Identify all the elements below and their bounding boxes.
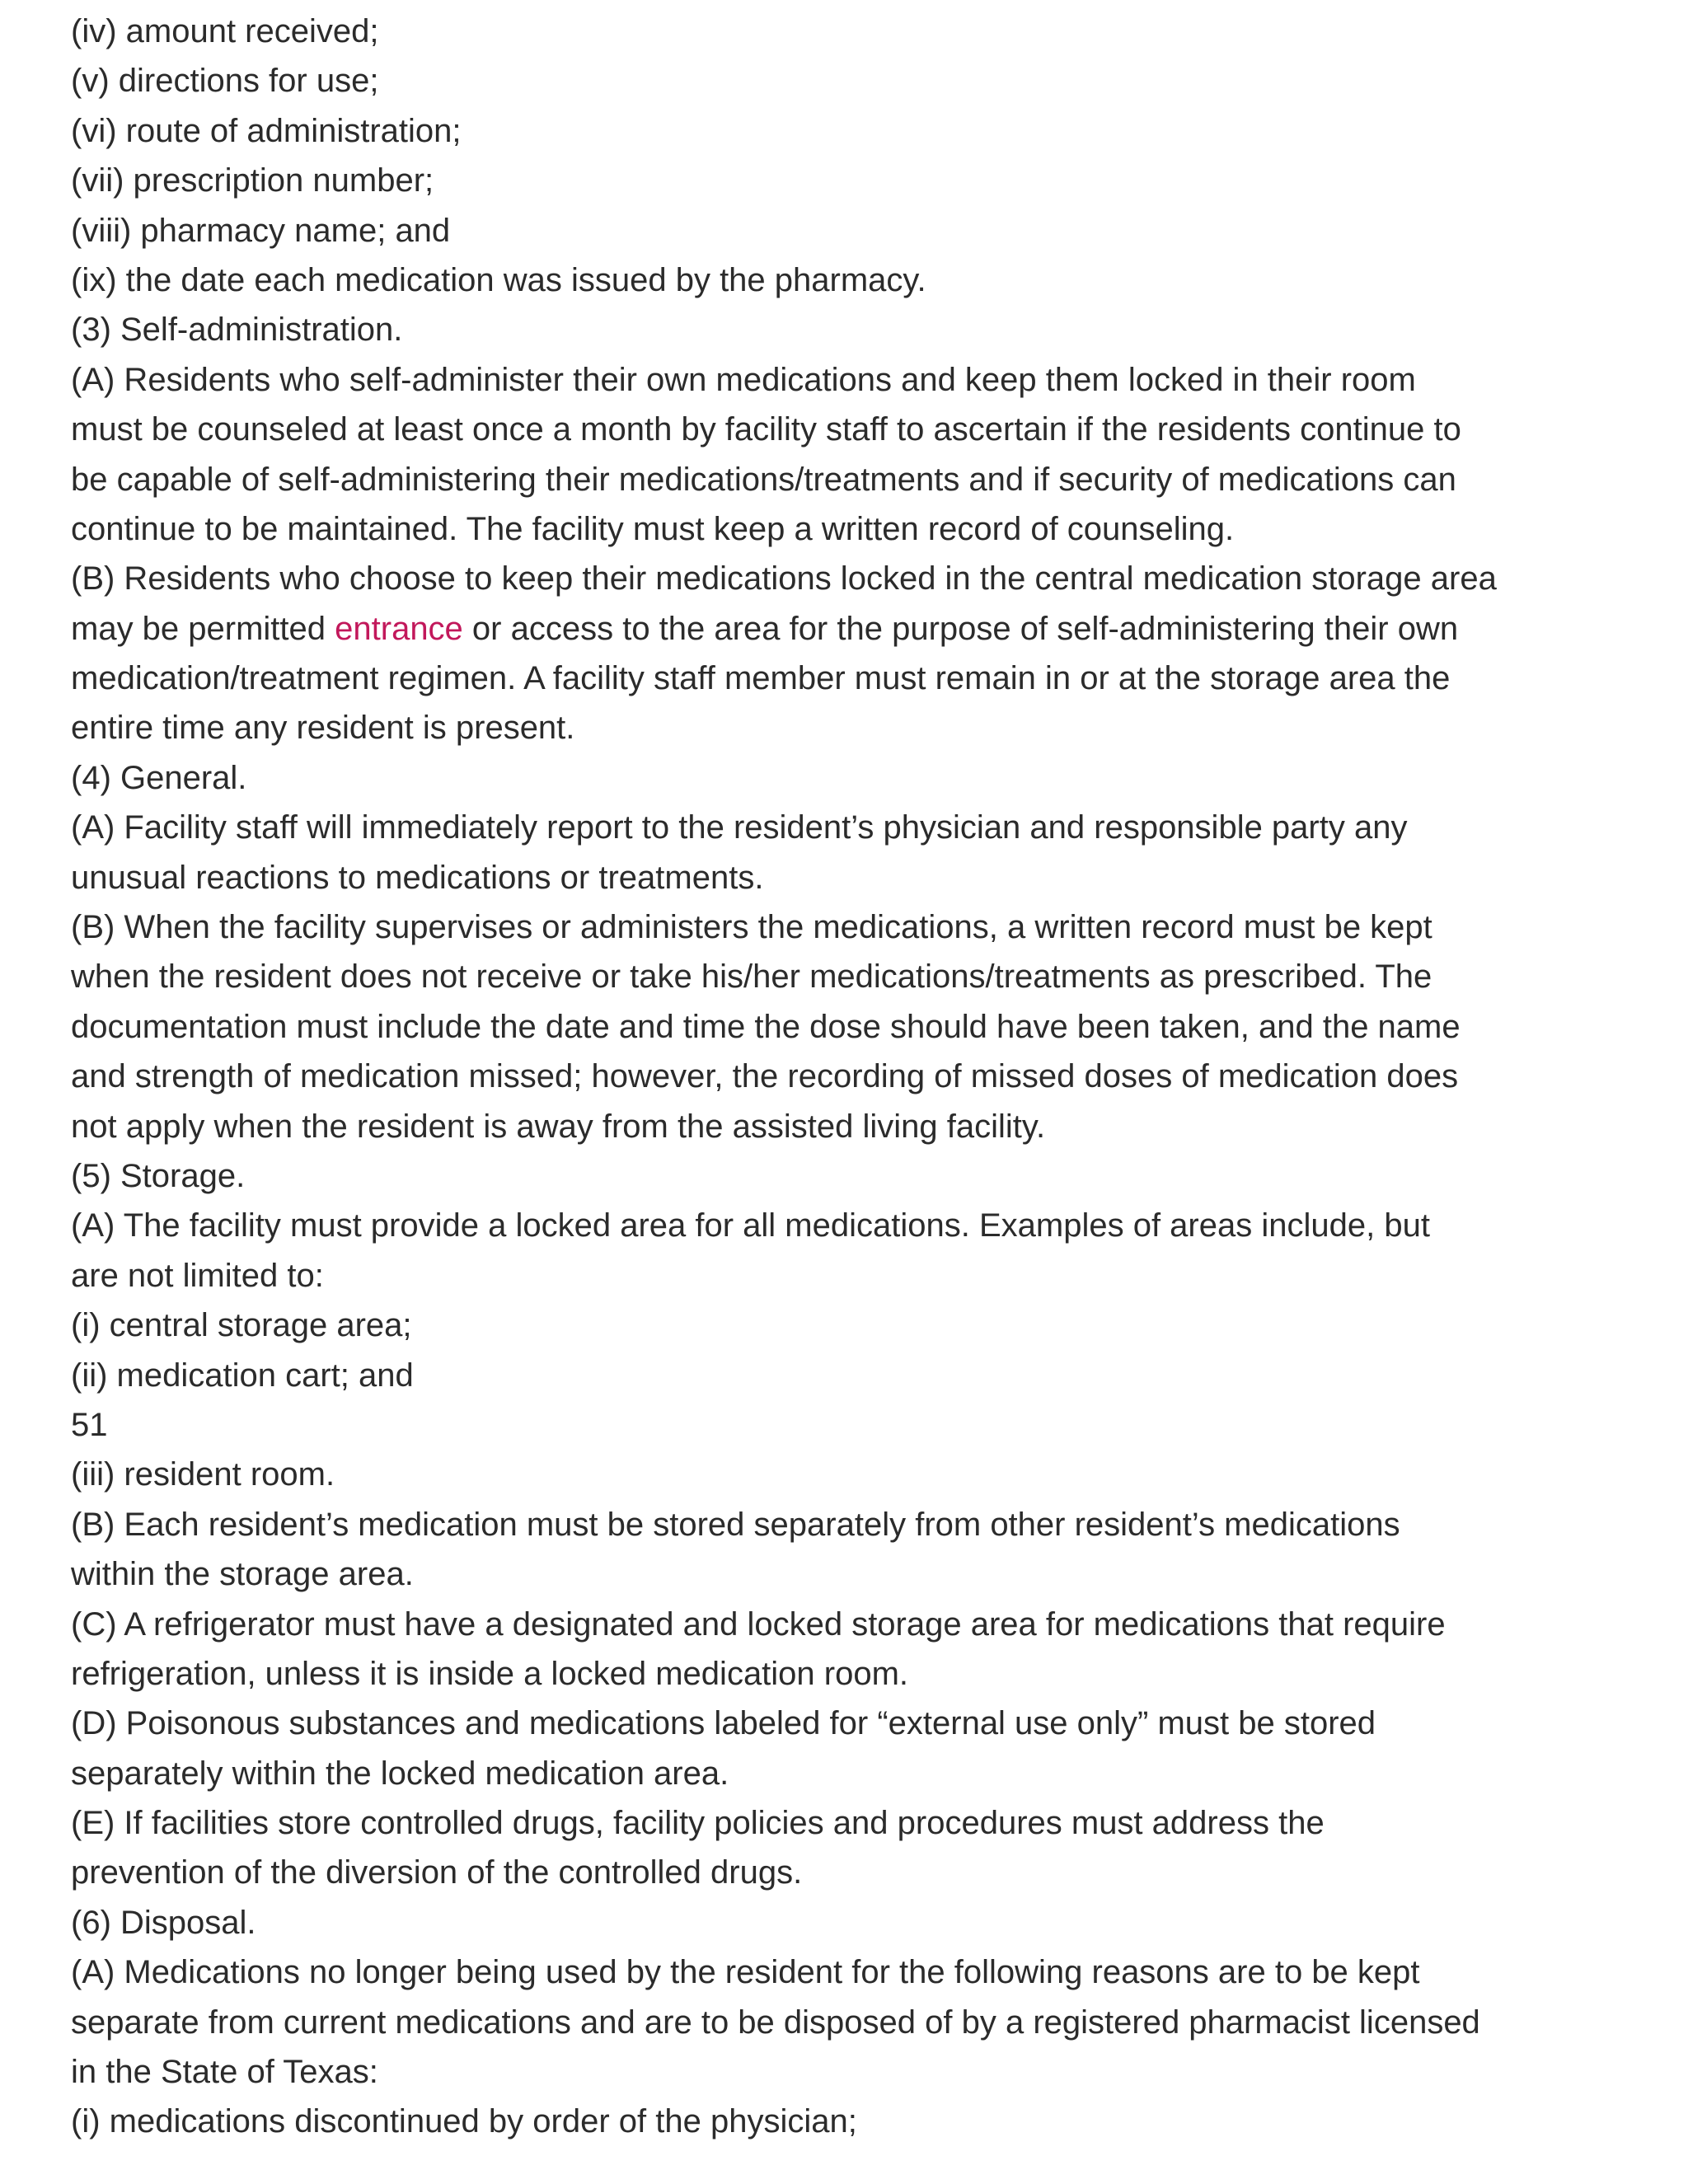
text-line: separate from current medications and are to be disposed of by a registered pharmacist licensed xyxy=(71,2004,1480,2041)
text-line: within the storage area. xyxy=(71,1556,414,1593)
text-line: (ix) the date each medication was issued by the pharmacy. xyxy=(71,261,926,298)
text-line: medication/treatment regimen. A facility staff member must remain in or at the storage area the xyxy=(71,660,1451,697)
text-line: (ii) medication cart; and xyxy=(71,1357,414,1394)
text-line: (E) If facilities store controlled drugs, facility policies and procedures must address the xyxy=(71,1805,1325,1842)
text-line: in the State of Texas: xyxy=(71,2054,378,2091)
text-line: when the resident does not receive or take his/her medications/treatments as prescribed. The xyxy=(71,958,1432,996)
section-heading: (5) Storage. xyxy=(71,1157,246,1194)
text-line: (B) When the facility supervises or administers the medications, a written record must be kept xyxy=(71,909,1432,946)
text-line: must be counseled at least once a month by facility staff to ascertain if the residents continue to xyxy=(71,411,1461,448)
text-line: be capable of self-administering their medications/treatments and if security of medications can xyxy=(71,461,1456,498)
text-line: unusual reactions to medications or treatments. xyxy=(71,859,764,896)
page-number: 51 xyxy=(71,1406,108,1443)
text-line: separately within the locked medication area. xyxy=(71,1755,729,1792)
text-line: (i) central storage area; xyxy=(71,1307,412,1344)
link-line-before: may be permitted xyxy=(71,610,335,647)
text-line: (B) Residents who choose to keep their medications locked in the central medication storage area xyxy=(71,560,1497,598)
text-line: (A) The facility must provide a locked area for all medications. Examples of areas include, but xyxy=(71,1207,1430,1244)
text-line: (B) Each resident’s medication must be stored separately from other resident’s medications xyxy=(71,1506,1400,1543)
text-line: not apply when the resident is away from the assisted living facility. xyxy=(71,1108,1046,1145)
text-line: (viii) pharmacy name; and xyxy=(71,212,451,249)
text-line: entire time any resident is present. xyxy=(71,710,575,747)
section-heading: (6) Disposal. xyxy=(71,1904,256,1941)
text-line: are not limited to: xyxy=(71,1257,324,1294)
entrance-link[interactable]: entrance xyxy=(335,610,463,647)
text-line: (i) medications discontinued by order of the physician; xyxy=(71,2103,857,2140)
link-line-after: or access to the area for the purpose of self-administering their own xyxy=(462,610,1459,647)
text-line: (A) Medications no longer being used by the resident for the following reasons are to be kept xyxy=(71,1954,1420,1991)
text-line: (A) Facility staff will immediately report to the resident’s physician and responsible party any xyxy=(71,809,1408,846)
text-line: (vi) route of administration; xyxy=(71,112,462,149)
text-line: continue to be maintained. The facility must keep a written record of counseling. xyxy=(71,510,1235,547)
text-line: (iii) resident room. xyxy=(71,1456,335,1493)
text-line: (v) directions for use; xyxy=(71,63,379,100)
text-line: (vii) prescription number; xyxy=(71,162,434,199)
text-line: (A) Residents who self-administer their own medications and keep them locked in their room xyxy=(71,361,1416,398)
section-heading: (3) Self-administration. xyxy=(71,312,403,349)
section-heading: (4) General. xyxy=(71,759,247,796)
text-line: documentation must include the date and time the dose should have been taken, and the name xyxy=(71,1008,1461,1045)
text-line: (D) Poisonous substances and medications labeled for “external use only” must be stored xyxy=(71,1705,1376,1742)
text-line: and strength of medication missed; however, the recording of missed doses of medication does xyxy=(71,1058,1459,1095)
text-line-with-link xyxy=(71,604,1546,654)
text-line: (iv) amount received; xyxy=(71,18,379,49)
text-line: prevention of the diversion of the controlled drugs. xyxy=(71,1854,803,1891)
document-body xyxy=(71,18,1546,2149)
text-line: refrigeration, unless it is inside a locked medication room. xyxy=(71,1655,909,1692)
text-line: (C) A refrigerator must have a designated and locked storage area for medications that require xyxy=(71,1605,1446,1643)
